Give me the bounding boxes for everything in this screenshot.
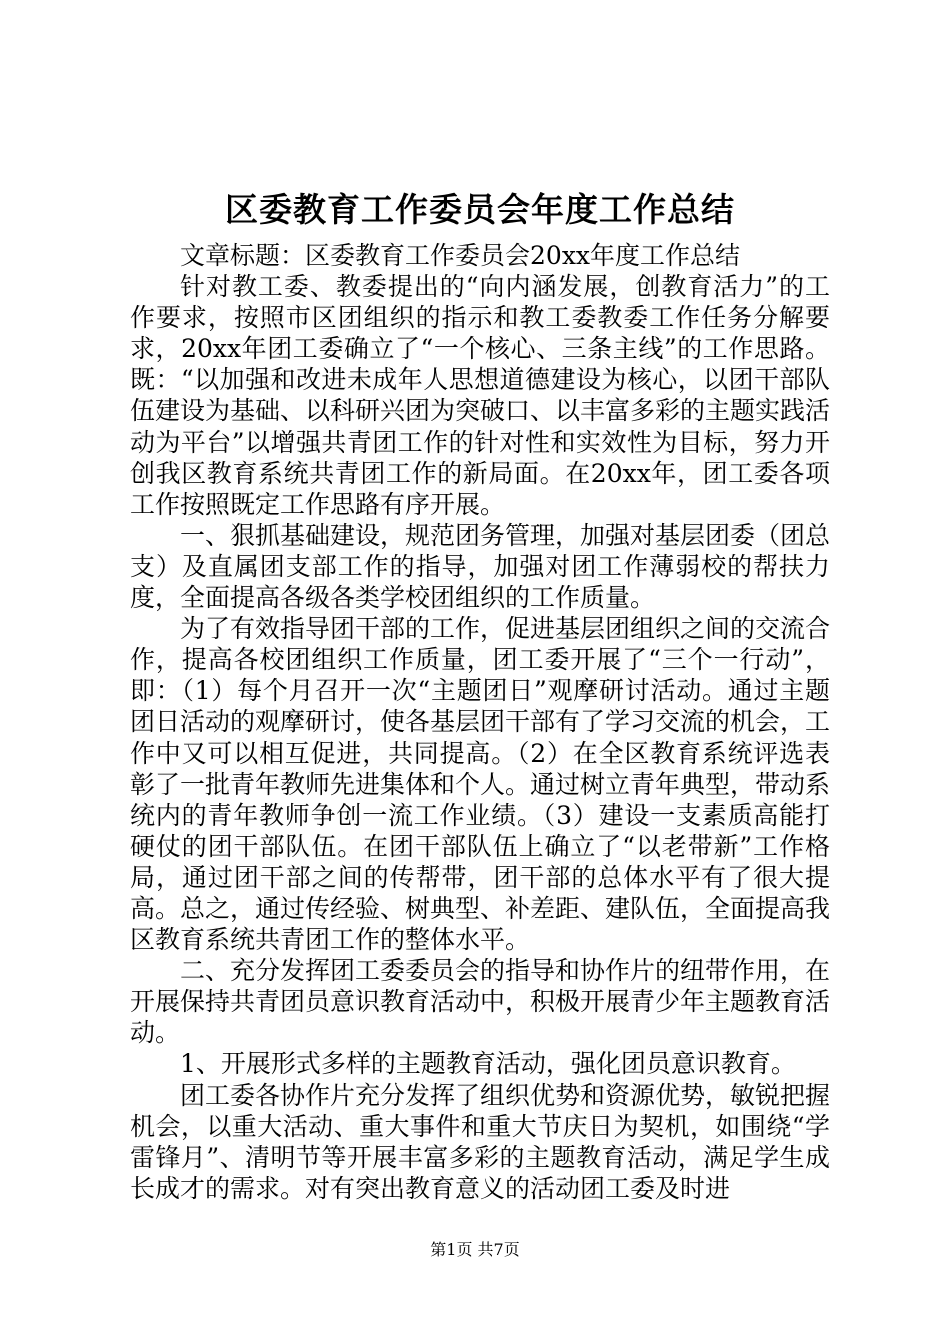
section-one-heading: 一、狠抓基础建设，规范团务管理，加强对基层团委（团总支）及直属团支部工作的指导，加强对团工作薄弱校的帮扶力度，全面提高各级各类学校团组织的工作质量。 — [130, 520, 831, 613]
section-two-heading: 二、充分发挥团工委委员会的指导和协作片的纽带作用，在开展保持共青团员意识教育活动中，积极开展青少年主题教育活动。 — [130, 956, 831, 1048]
document-page — [130, 188, 830, 1204]
document-title: 区委教育工作委员会年度工作总结 — [225, 190, 735, 229]
subsection-one-heading: 1、开展形式多样的主题教育活动，强化团员意识教育。 — [180, 1049, 796, 1079]
section-one-body: 为了有效指导团干部的工作，促进基层团组织之间的交流合作，提高各校团组织工作质量，团工委开展了“三个一行动”，即：（1）每个月召开一次“主题团日”观摩研讨活动。通过主题团日活动的观摩研讨，使各基层团干部有了学习交流的机会，工作中又可以相互促进，共同提高。（2）在全区教育系统评选表彰了一批青年教师先进集体和个人。通过树立青年典型，带动系统内的青年教师争创一流工作业绩。（3）建设一支素质高能打硬仗的团干部队伍。在团干部队伍上确立了“以老带新”工作格局，通过团干部之间的传帮带，团干部的总体水平有了很大提高。总之，通过传经验、树典型、补差距、建队伍，全面提高我区教育系统共青团工作的整体水平。 — [130, 614, 831, 955]
page-footer: 第1页 共7页 — [430, 1240, 520, 1259]
subsection-one-body: 团工委各协作片充分发挥了组织优势和资源优势，敏锐把握机会，以重大活动、重大事件和重大节庆日为契机，如围绕“学雷锋月”、清明节等开展丰富多彩的主题教育活动，满足学生成长成才的需求。对有突出教育意义的活动团工委及时进 — [130, 1080, 831, 1203]
article-title-line: 文章标题：区委教育工作委员会20xx年度工作总结 — [180, 241, 741, 270]
intro-paragraph: 针对教工委、教委提出的“向内涵发展，创教育活力”的工作要求，按照市区团组织的指示和教工委教委工作任务分解要求，20xx年团工委确立了“一个核心、三条主线”的工作思路。既：“以加强和改进未成年人思想道德建设为核心，以团干部队伍建设为基础、以科研兴团为突破口、以丰富多彩的主题实践活动为平台”以增强共青团工作的针对性和实效性为目标，努力开创我区教育系统共青团工作的新局面。在20xx年，团工委各项工作按照既定工作思路有序开展。 — [130, 272, 831, 519]
